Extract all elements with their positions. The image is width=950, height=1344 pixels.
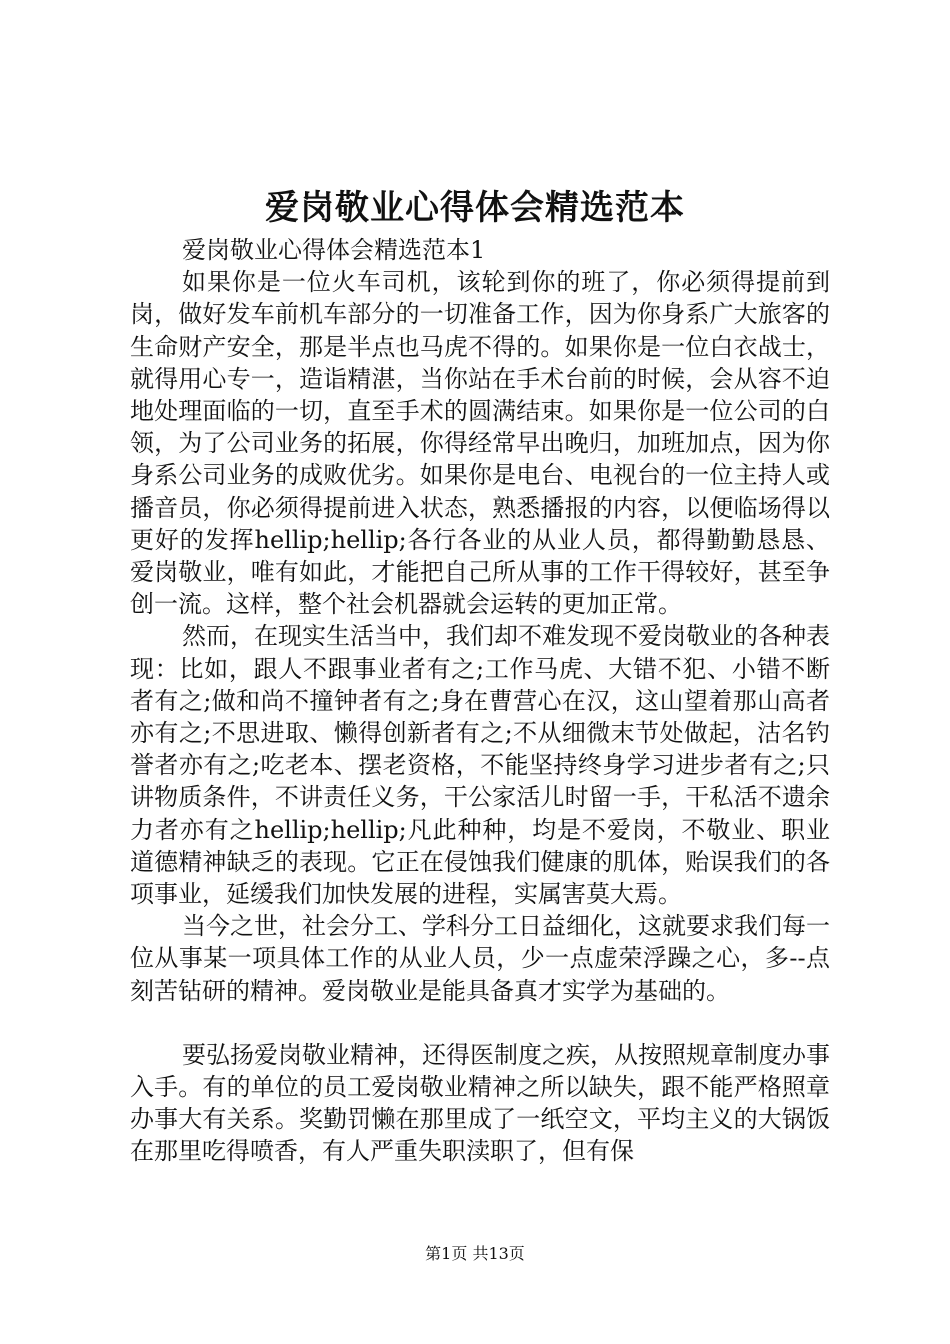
paragraph: 当今之世，社会分工、学科分工日益细化，这就要求我们每一位从事某一项具体工作的从业人员，少一点虚荣浮躁之心，多--点刻苦钻研的精神。爱岗敬业是能具备真才实学为基础的。 [130,912,830,1005]
page-footer: 第1页 共13页 [425,1244,525,1263]
document-body [130,234,830,1168]
paragraph: 如果你是一位火车司机，该轮到你的班了，你必须得提前到岗，做好发车前机车部分的一切准备工作，因为你身系广大旅客的生命财产安全，那是半点也马虎不得的。如果你是一位白衣战士，就得用心专一，造诣精湛，当你站在手术台前的时候，会从容不迫地处理面临的一切，直至手术的圆满结束。如果你是一位公司的白领，为了公司业务的拓展，你得经常早出晚归，加班加点，因为你身系公司业务的成败优劣。如果你是电台、电视台的一位主持人或播音员，你必须得提前进入状态，熟悉播报的内容，以便临场得以更好的发挥hellip;hellip;各行各业的从业人员，都得勤勤恳恳、爱岗敬业，唯有如此，才能把自己所从事的工作干得较好，甚至争创一流。这样，整个社会机器就会运转的更加正常。 [130,268,830,619]
paragraph: 然而，在现实生活当中，我们却不难发现不爱岗敬业的各种表现：比如，跟人不跟事业者有之;工作马虎、大错不犯、小错不断者有之;做和尚不撞钟者有之;身在曹营心在汉，这山望着那山高者亦有之;不思进取、懒得创新者有之;不从细微末节处做起，沽名钓誉者亦有之;吃老本、摆老资格，不能坚持终身学习进步者有之;只讲物质条件，不讲责任义务，干公家活儿时留一手，干私活不遗余力者亦有之hellip;hellip;凡此种种，均是不爱岗，不敬业、职业道德精神缺乏的表现。它正在侵蚀我们健康的肌体，贻误我们的各项事业，延缓我们加快发展的进程，实属害莫大焉。 [130,622,830,909]
document-title: 爱岗敬业心得体会精选范本 [265,188,685,228]
section-heading: 爱岗敬业心得体会精选范本1 [182,236,486,264]
paragraph: 要弘扬爱岗敬业精神，还得医制度之疾，从按照规章制度办事入手。有的单位的员工爱岗敬业精神之所以缺失，跟不能严格照章办事大有关系。奖勤罚懒在那里成了一纸空文，平均主义的大锅饭在那里吃得喷香，有人严重失职渎职了，但有保 [130,1040,830,1166]
